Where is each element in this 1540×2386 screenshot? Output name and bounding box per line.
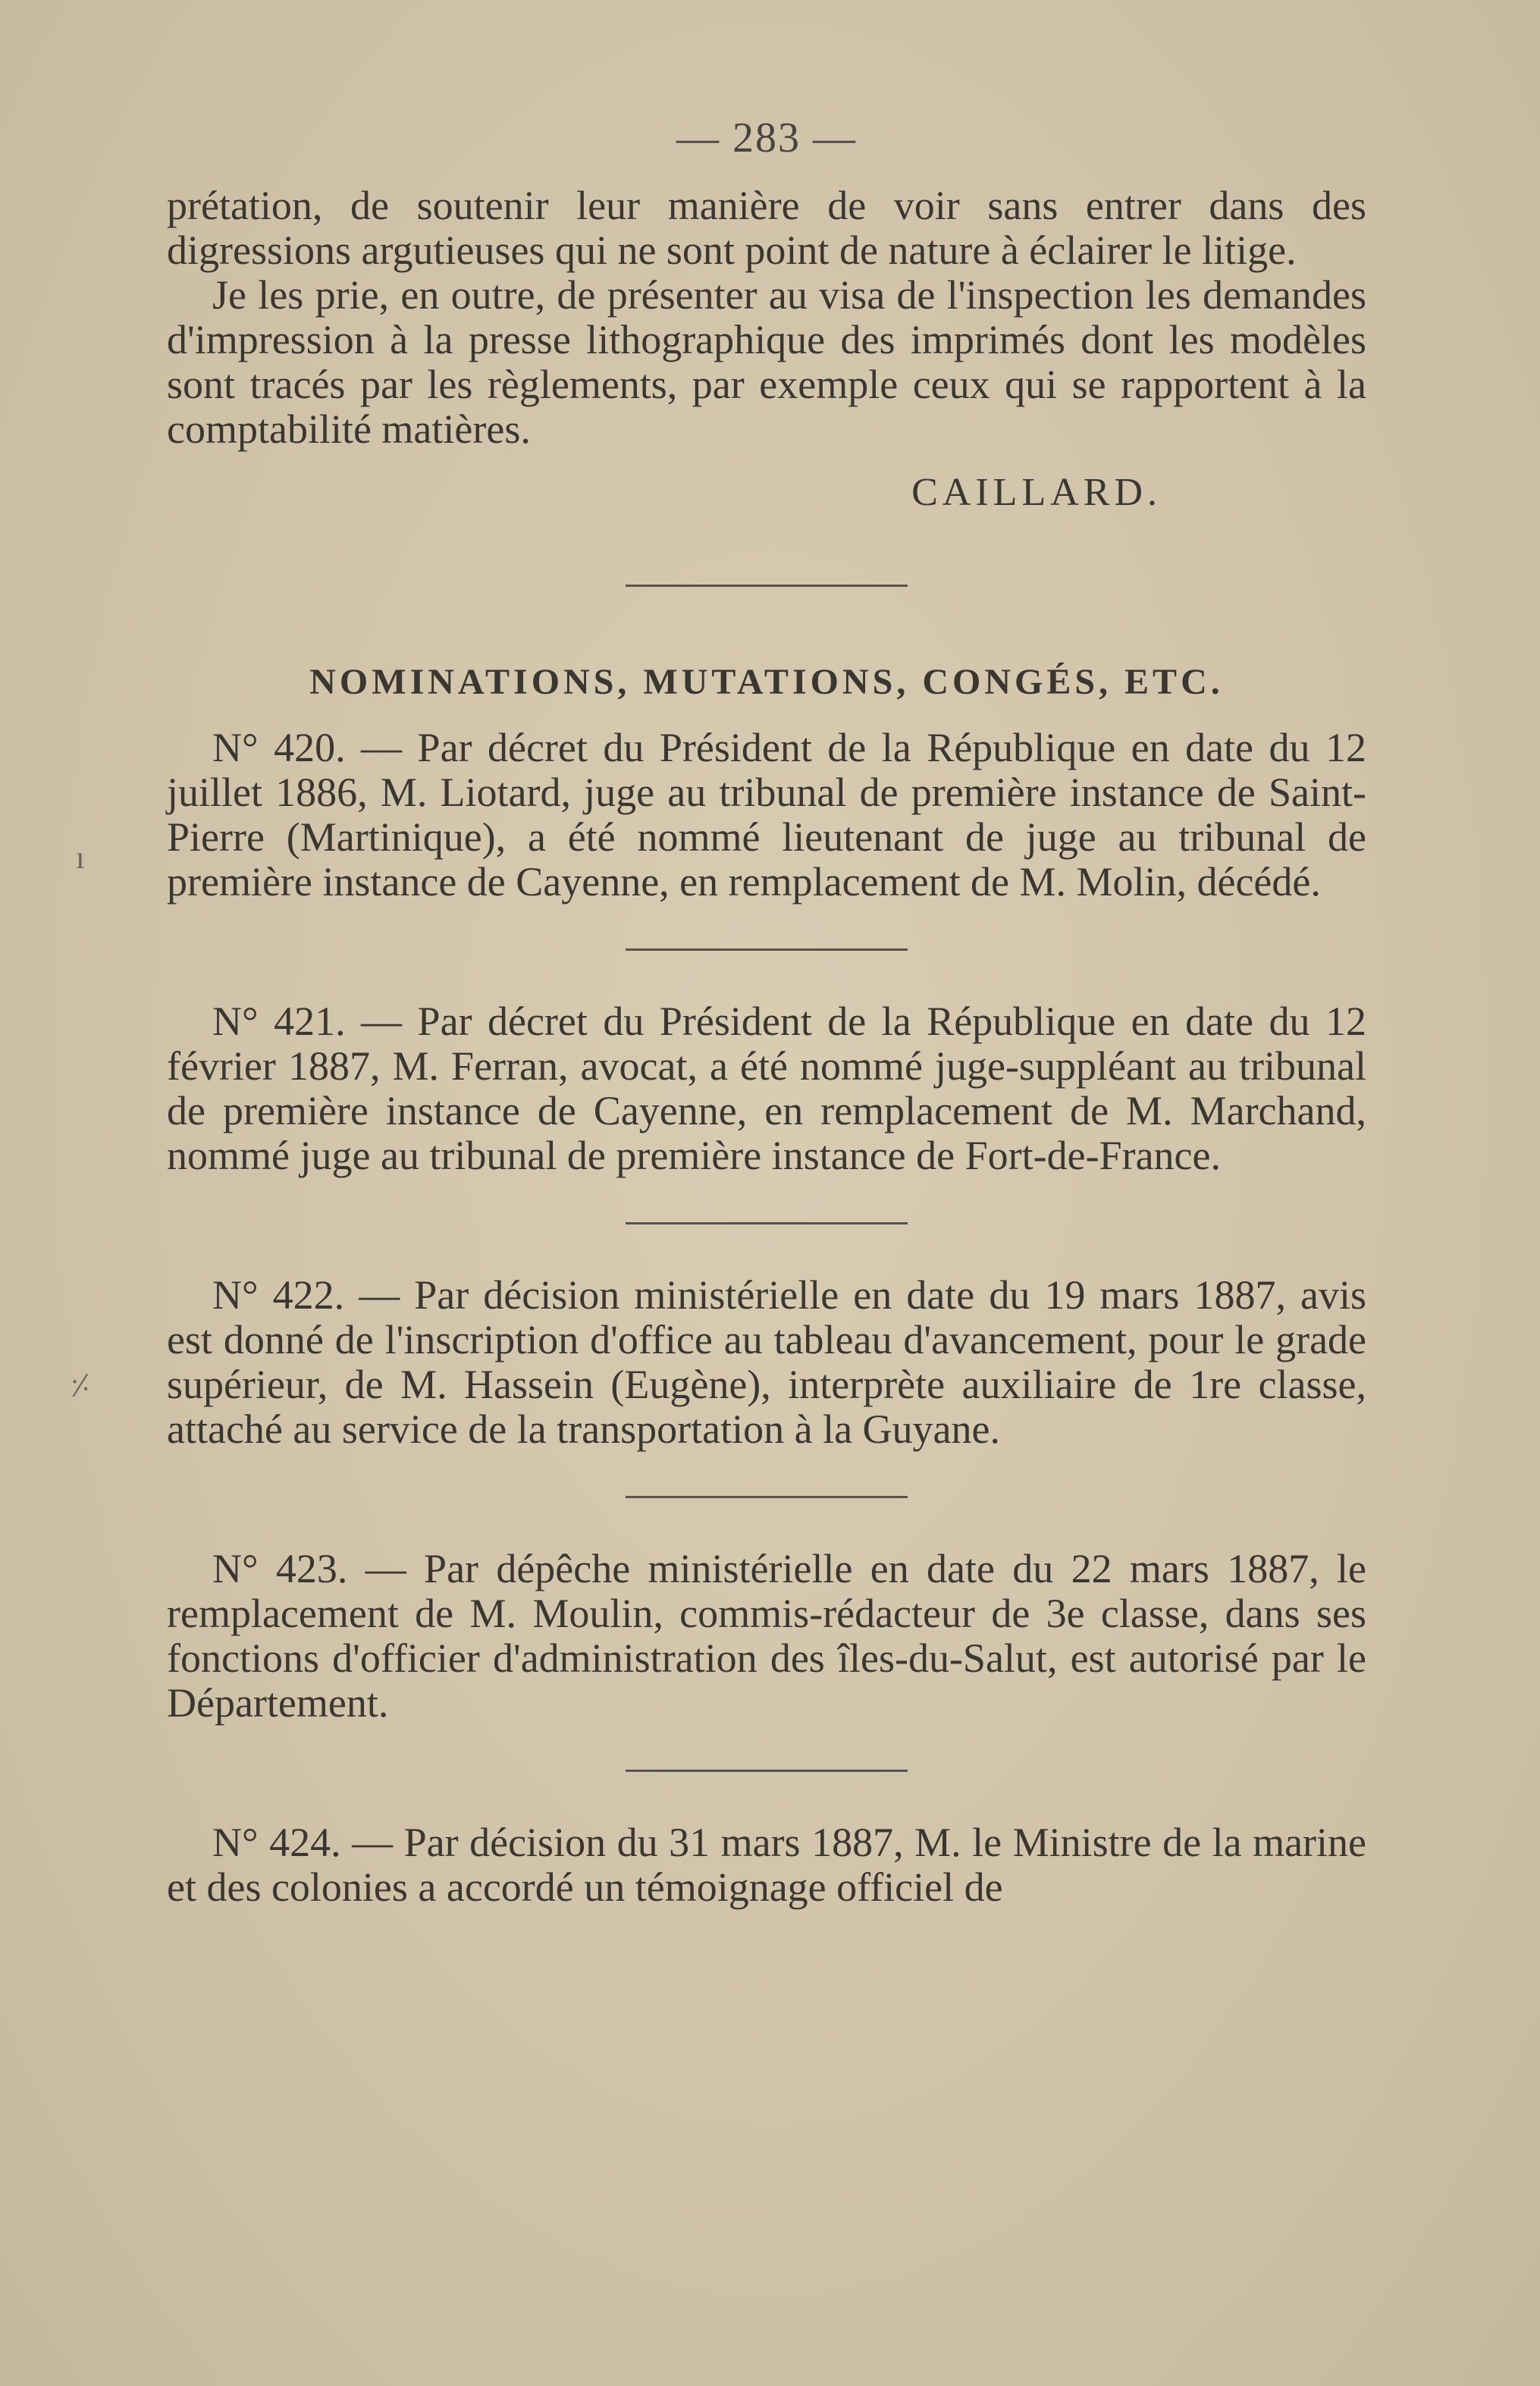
signature: CAILLARD. [911,471,1162,514]
entry-423 [167,1547,1366,1726]
entry-424 [167,1820,1366,1910]
entry-divider [626,948,908,951]
entry-text: N° 422. — Par décision ministérielle en date du 19 mars 1887, avis est donné de l'inscription d'office au tableau d'avancement, pour le grade supérieur, de M. Hassein (Eugène), interprète auxiliaire de 1re classe, attaché au service de la transportation à la Guyane. [167,1272,1366,1452]
entry-divider [626,1222,908,1224]
entry-text: N° 421. — Par décret du Président de la République en date du 12 février 1887, M. Ferran, avocat, a été nommé juge-suppléant au tribunal de première instance de Cayenne, en remplacement de M. Marchand, nommé juge au tribunal de première instance de Fort-de-France. [167,999,1366,1178]
page-number: — 283 — [676,114,857,161]
entry-text: N° 424. — Par décision du 31 mars 1887, M. le Ministre de la marine et des colonies a accordé un témoignage officiel de [167,1820,1366,1910]
intro-paragraph: prétation, de soutenir leur manière de voir sans entrer dans des digressions argutieuses qui ne sont point de nature à éclairer le litige. [167,183,1366,273]
entry-421 [167,999,1366,1178]
entry-text: N° 420. — Par décret du Président de la République en date du 12 juillet 1886, M. Liotard, juge au tribunal de première instance de Saint-Pierre (Martinique), a été nommé lieutenant de juge au tribunal de première instance de Cayenne, en remplacement de M. Molin, décédé. [167,725,1366,905]
margin-mark: ⸓ [70,1369,91,1404]
entry-text: N° 423. — Par dépêche ministérielle en date du 22 mars 1887, le remplacement de M. Moulin, commis-rédacteur de 3e classe, dans ses fonctions d'officier d'administration des îles-du-Salut, est autorisé par le Département. [167,1546,1366,1726]
entry-divider [626,1770,908,1772]
text-column [167,114,1366,1910]
entry-422 [167,1273,1366,1452]
entry-420 [167,726,1366,905]
section-divider [626,585,908,587]
intro-paragraph: Je les prie, en outre, de présenter au visa de l'inspection les demandes d'impression à la presse lithographique des imprimés dont les modèles sont tracés par les règlements, par exemple ceux qui se rapportent à la comptabilité matières. [167,272,1366,452]
entry-divider [626,1496,908,1498]
section-heading: NOMINATIONS, MUTATIONS, CONGÉS, ETC. [309,662,1224,702]
margin-mark: ı [76,841,85,876]
